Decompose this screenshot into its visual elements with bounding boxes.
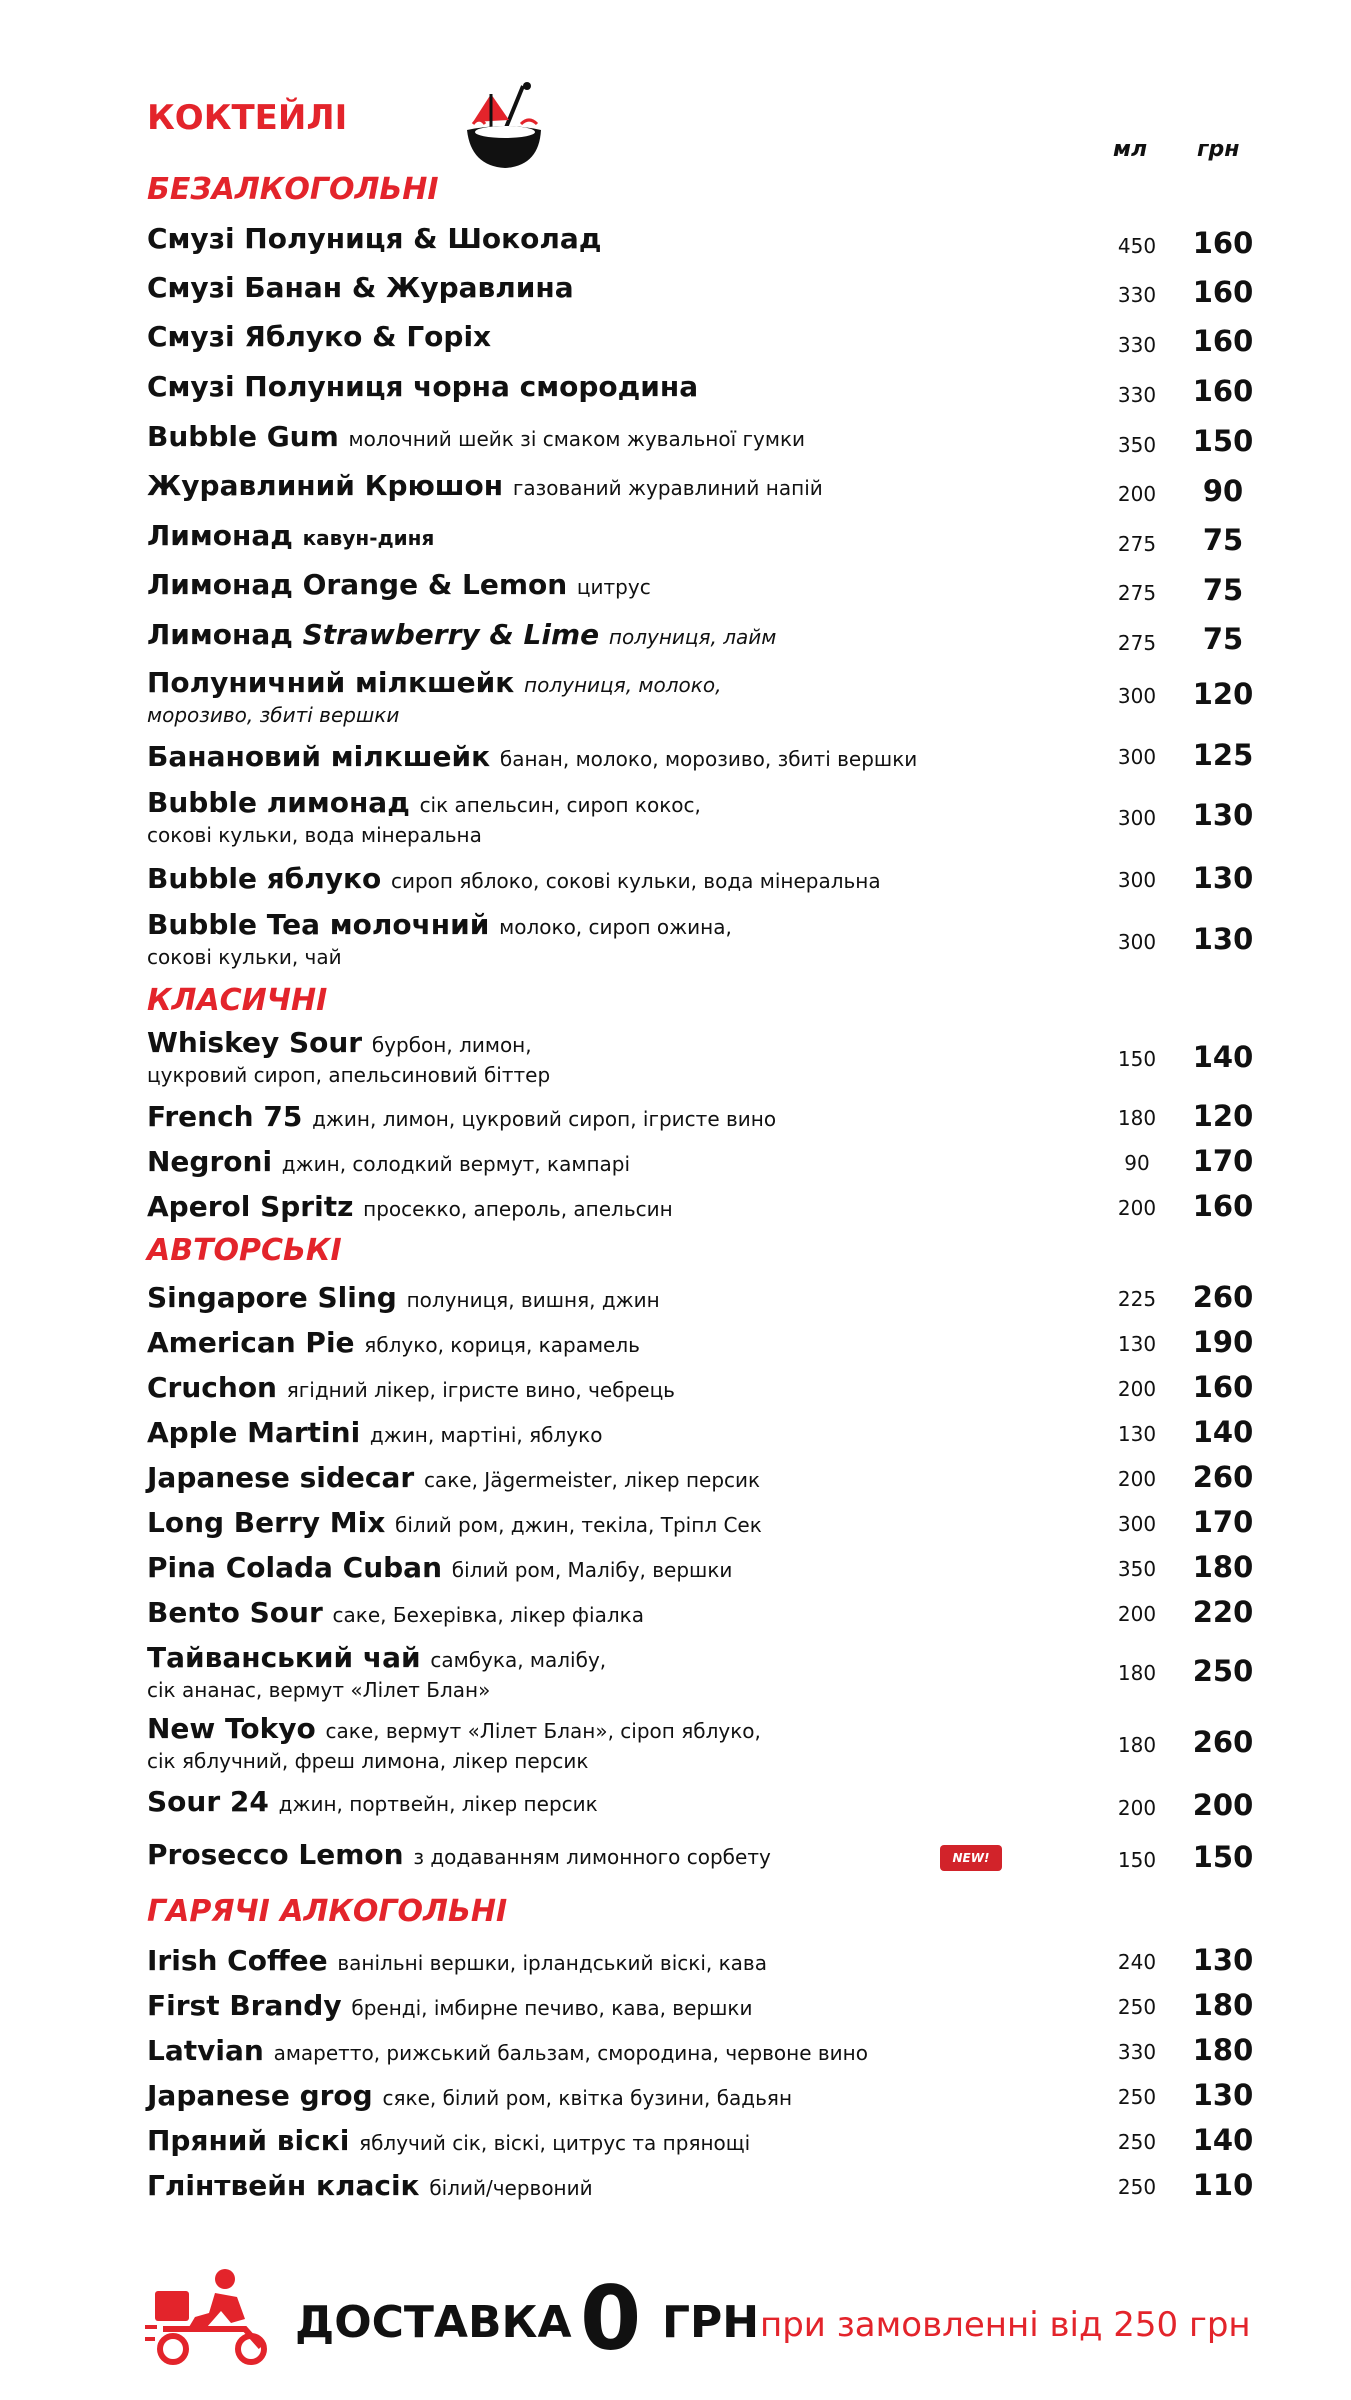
item-description: з додаванням лимонного сорбету: [413, 1845, 771, 1869]
item-description: банан, молоко, морозиво, збиті вершки: [499, 747, 918, 771]
delivery-banner: [145, 2255, 1265, 2375]
item-price: 130: [1192, 922, 1254, 956]
menu-item: [147, 1100, 1247, 1136]
item-description: саке, Jägermeister, лікер персик: [423, 1468, 761, 1492]
item-description-line2: сокові кульки, чай: [147, 945, 342, 969]
menu-item: [147, 862, 1247, 898]
menu-item: [147, 420, 1247, 456]
menu-item: [147, 1371, 1247, 1407]
item-volume: 450: [1117, 234, 1157, 258]
item-price: 120: [1192, 1099, 1254, 1133]
menu-item: [147, 271, 1247, 305]
item-price: 250: [1192, 1654, 1254, 1688]
item-volume: 250: [1117, 2085, 1157, 2109]
item-price: 180: [1192, 2033, 1254, 2067]
price-column-header: грн: [1197, 137, 1240, 162]
item-price: 75: [1202, 573, 1244, 607]
item-name: Singapore Sling: [147, 1281, 397, 1314]
item-name: Полуничний мілкшейк: [147, 666, 515, 699]
item-name: Japanese grog: [147, 2079, 373, 2112]
item-name: French 75: [147, 1100, 303, 1133]
item-description: газований журавлиний напій: [512, 476, 823, 500]
item-volume: 300: [1117, 806, 1157, 830]
item-description: ягідний лікер, ігристе вино, чебрець: [286, 1378, 675, 1402]
item-volume: 300: [1117, 1512, 1157, 1536]
item-name: Cruchon: [147, 1371, 277, 1404]
menu-item: [147, 1989, 1247, 2025]
item-name: Irish Coffee: [147, 1944, 328, 1977]
menu-item: [147, 370, 1247, 404]
item-volume: 330: [1117, 333, 1157, 357]
item-price: 180: [1192, 1988, 1254, 2022]
item-description: амаретто, рижський бальзам, смородина, червоне вино: [273, 2041, 868, 2065]
item-volume: 330: [1117, 283, 1157, 307]
menu-item: [147, 469, 1247, 505]
menu-item: [147, 1281, 1247, 1317]
item-volume: 300: [1117, 868, 1157, 892]
item-volume: 130: [1117, 1422, 1157, 1446]
item-price: 75: [1202, 523, 1244, 557]
section-title-classic: КЛАСИЧНІ: [147, 983, 328, 1018]
item-volume: 200: [1117, 1467, 1157, 1491]
item-volume: 330: [1117, 2040, 1157, 2064]
item-volume: 200: [1117, 482, 1157, 506]
item-description: джин, мартіні, яблуко: [369, 1423, 603, 1447]
menu-item: [147, 1461, 1247, 1497]
item-price: 130: [1192, 1943, 1254, 1977]
item-description: яблуко, кориця, карамель: [364, 1333, 640, 1357]
item-name: First Brandy: [147, 1989, 342, 2022]
item-description: молоко, сироп ожина,: [499, 915, 732, 939]
item-volume: 200: [1117, 1796, 1157, 1820]
item-name: Sour 24: [147, 1785, 269, 1818]
item-description: сік апельсин, сироп кокос,: [419, 793, 701, 817]
volume-column-header: мл: [1113, 137, 1148, 162]
menu-item: [147, 2034, 1247, 2070]
item-description: полуниця, вишня, джин: [406, 1288, 660, 1312]
item-name: Глінтвейн класік: [147, 2169, 420, 2202]
item-name: Long Berry Mix: [147, 1506, 386, 1539]
menu-item: [147, 1506, 1247, 1542]
item-description: ванільні вершки, ірландський віскі, кава: [337, 1951, 767, 1975]
item-price: 150: [1192, 1840, 1254, 1874]
item-volume: 275: [1117, 581, 1157, 605]
item-description-line2: морозиво, збиті вершки: [147, 703, 400, 727]
item-price: 160: [1192, 324, 1254, 358]
item-volume: 200: [1117, 1196, 1157, 1220]
item-name: Bubble Gum: [147, 420, 339, 453]
menu-item: [147, 1944, 1247, 1980]
item-volume: 150: [1117, 1848, 1157, 1872]
item-volume: 200: [1117, 1377, 1157, 1401]
menu-item: [147, 222, 1247, 256]
item-volume: 200: [1117, 1602, 1157, 1626]
item-name: Negroni: [147, 1145, 273, 1178]
item-volume: 300: [1117, 684, 1157, 708]
item-volume: 240: [1117, 1950, 1157, 1974]
menu-item: [147, 2079, 1247, 2115]
item-price: 170: [1192, 1144, 1254, 1178]
item-description: кавун-диня: [302, 526, 435, 550]
item-name: Смузі Яблуко & Горіх: [147, 320, 492, 353]
menu-item: [147, 786, 1247, 848]
item-name: Japanese sidecar: [147, 1461, 415, 1494]
item-description: просекко, апероль, апельсин: [363, 1197, 673, 1221]
menu-item: [147, 519, 1247, 555]
item-description: саке, Бехерівка, лікер фіалка: [332, 1603, 644, 1627]
item-description: сяке, білий ром, квітка бузини, бадьян: [382, 2086, 793, 2110]
item-description-line2: сік яблучний, фреш лимона, лікер персик: [147, 1749, 589, 1773]
item-description: білий ром, Малібу, вершки: [451, 1558, 733, 1582]
item-name: Whiskey Sour: [147, 1026, 363, 1059]
item-volume: 300: [1117, 930, 1157, 954]
menu-item: [147, 1145, 1247, 1181]
menu-item: [147, 1190, 1247, 1226]
item-price: 260: [1192, 1280, 1254, 1314]
item-price: 130: [1192, 2078, 1254, 2112]
section-title-hot-alcoholic: ГАРЯЧІ АЛКОГОЛЬНІ: [147, 1894, 508, 1929]
item-description: джин, солодкий вермут, кампарі: [281, 1152, 631, 1176]
menu-item: [147, 1596, 1247, 1632]
item-name: Пряний віскі: [147, 2124, 350, 2157]
menu-item: [147, 1641, 1247, 1703]
item-description: молочний шейк зі смаком жувальної гумки: [348, 427, 806, 451]
item-name: Latvian: [147, 2034, 264, 2067]
delivery-label: ДОСТАВКА: [295, 2297, 572, 2348]
item-volume: 250: [1117, 2175, 1157, 2199]
menu-item: [147, 1326, 1247, 1362]
item-price: 90: [1202, 474, 1244, 508]
item-price: 260: [1192, 1460, 1254, 1494]
item-price: 160: [1192, 226, 1254, 260]
menu-item: [147, 1838, 1247, 1874]
item-price: 125: [1192, 738, 1254, 772]
item-name: New Tokyo: [147, 1712, 316, 1745]
item-price: 170: [1192, 1505, 1254, 1539]
item-description: джин, портвейн, лікер персик: [278, 1792, 598, 1816]
item-volume: 180: [1117, 1106, 1157, 1130]
item-name: Банановий мілкшейк: [147, 740, 491, 773]
item-name: Aperol Spritz: [147, 1190, 354, 1223]
item-price: 140: [1192, 1415, 1254, 1449]
item-name: Смузі Полуниця & Шоколад: [147, 222, 602, 255]
item-volume: 250: [1117, 2130, 1157, 2154]
item-volume: 130: [1117, 1332, 1157, 1356]
delivery-scooter-icon: [145, 2267, 275, 2367]
item-price: 140: [1192, 1040, 1254, 1074]
item-description: джин, лимон, цукровий сироп, ігристе вино: [312, 1107, 777, 1131]
menu-item: [147, 1026, 1247, 1088]
menu-item: [147, 740, 1247, 776]
item-price: 160: [1192, 275, 1254, 309]
item-volume: 150: [1117, 1047, 1157, 1071]
item-volume: 300: [1117, 745, 1157, 769]
item-price: 200: [1192, 1788, 1254, 1822]
menu-item: [147, 908, 1247, 970]
item-price: 150: [1192, 424, 1254, 458]
item-name: Смузі Полуниця чорна смородина: [147, 370, 699, 403]
item-volume: 350: [1117, 1557, 1157, 1581]
item-name: Bubble Tea молочний: [147, 908, 490, 941]
new-badge: NEW!: [940, 1845, 1002, 1871]
item-volume: 330: [1117, 383, 1157, 407]
item-price: 160: [1192, 1189, 1254, 1223]
menu-item: [147, 320, 1247, 354]
item-price: 190: [1192, 1325, 1254, 1359]
item-description-line2: цукровий сироп, апельсиновий біттер: [147, 1063, 551, 1087]
item-volume: 225: [1117, 1287, 1157, 1311]
item-price: 75: [1202, 622, 1244, 656]
item-name: Pina Colada Cuban: [147, 1551, 443, 1584]
item-name: American Pie: [147, 1326, 355, 1359]
item-price: 120: [1192, 677, 1254, 711]
item-name: Лимонад Orange & Lemon: [147, 568, 568, 601]
item-description-line2: сокові кульки, вода мінеральна: [147, 823, 482, 847]
item-price: 160: [1192, 374, 1254, 408]
item-price: 260: [1192, 1725, 1254, 1759]
item-description: бренді, імбирне печиво, кава, вершки: [351, 1996, 753, 2020]
item-volume: 180: [1117, 1661, 1157, 1685]
item-volume: 350: [1117, 433, 1157, 457]
menu-item: [147, 666, 1247, 728]
item-description: сироп яблоко, сокові кульки, вода мінеральна: [390, 869, 881, 893]
item-price: 220: [1192, 1595, 1254, 1629]
item-volume: 90: [1124, 1151, 1150, 1175]
item-name: Bubble лимонад: [147, 786, 410, 819]
item-description: полуниця, лайм: [608, 625, 777, 649]
item-description: яблучий сік, віскі, цитрус та прянощі: [359, 2131, 751, 2155]
item-volume: 250: [1117, 1995, 1157, 2019]
item-price: 160: [1192, 1370, 1254, 1404]
delivery-currency: ГРН: [662, 2297, 760, 2348]
menu-item: [147, 2169, 1247, 2205]
item-description: саке, вермут «Лілет Блан», сіроп яблуко,: [325, 1719, 761, 1743]
item-name: Apple Martini: [147, 1416, 361, 1449]
menu-item: [147, 2124, 1247, 2160]
delivery-condition: при замовленні від 250 грн: [760, 2305, 1251, 2345]
item-description: білий/червоний: [429, 2176, 593, 2200]
menu-item: [147, 1712, 1247, 1774]
item-description: бурбон, лимон,: [371, 1033, 532, 1057]
item-price: 130: [1192, 798, 1254, 832]
item-price: 180: [1192, 1550, 1254, 1584]
item-name: Prosecco Lemon: [147, 1838, 404, 1871]
item-price: 140: [1192, 2123, 1254, 2157]
menu-item: [147, 1785, 1247, 1821]
item-volume: 275: [1117, 631, 1157, 655]
section-title-nonalcoholic: БЕЗАЛКОГОЛЬНІ: [147, 172, 439, 207]
item-description: самбука, малібу,: [430, 1648, 607, 1672]
item-name-italic: Strawberry & Lime: [302, 618, 600, 651]
menu-item: [147, 568, 1247, 604]
item-name: Лимонад: [147, 519, 293, 552]
item-volume: 180: [1117, 1733, 1157, 1757]
item-name: Bento Sour: [147, 1596, 323, 1629]
item-description: цитрус: [576, 575, 651, 599]
item-price: 130: [1192, 861, 1254, 895]
item-price: 110: [1192, 2168, 1254, 2202]
menu-title: КОКТЕЙЛІ: [147, 98, 348, 138]
delivery-price: 0: [580, 2267, 642, 2370]
section-title-signature: АВТОРСЬКІ: [147, 1233, 342, 1268]
coconut-cocktail-icon: [465, 80, 545, 170]
menu-item: [147, 1416, 1247, 1452]
item-name: Лимонад: [147, 618, 293, 651]
item-description-line2: сік ананас, вермут «Лілет Блан»: [147, 1678, 491, 1702]
menu-item: [147, 618, 1247, 654]
menu-item: [147, 1551, 1247, 1587]
item-description: білий ром, джин, текіла, Тріпл Сек: [395, 1513, 762, 1537]
item-name: Журавлиний Крюшон: [147, 469, 504, 502]
item-description: полуниця, молоко,: [524, 673, 722, 697]
item-name: Смузі Банан & Журавлина: [147, 271, 574, 304]
item-volume: 275: [1117, 532, 1157, 556]
item-name: Bubble яблуко: [147, 862, 382, 895]
item-name: Тайванський чай: [147, 1641, 421, 1674]
